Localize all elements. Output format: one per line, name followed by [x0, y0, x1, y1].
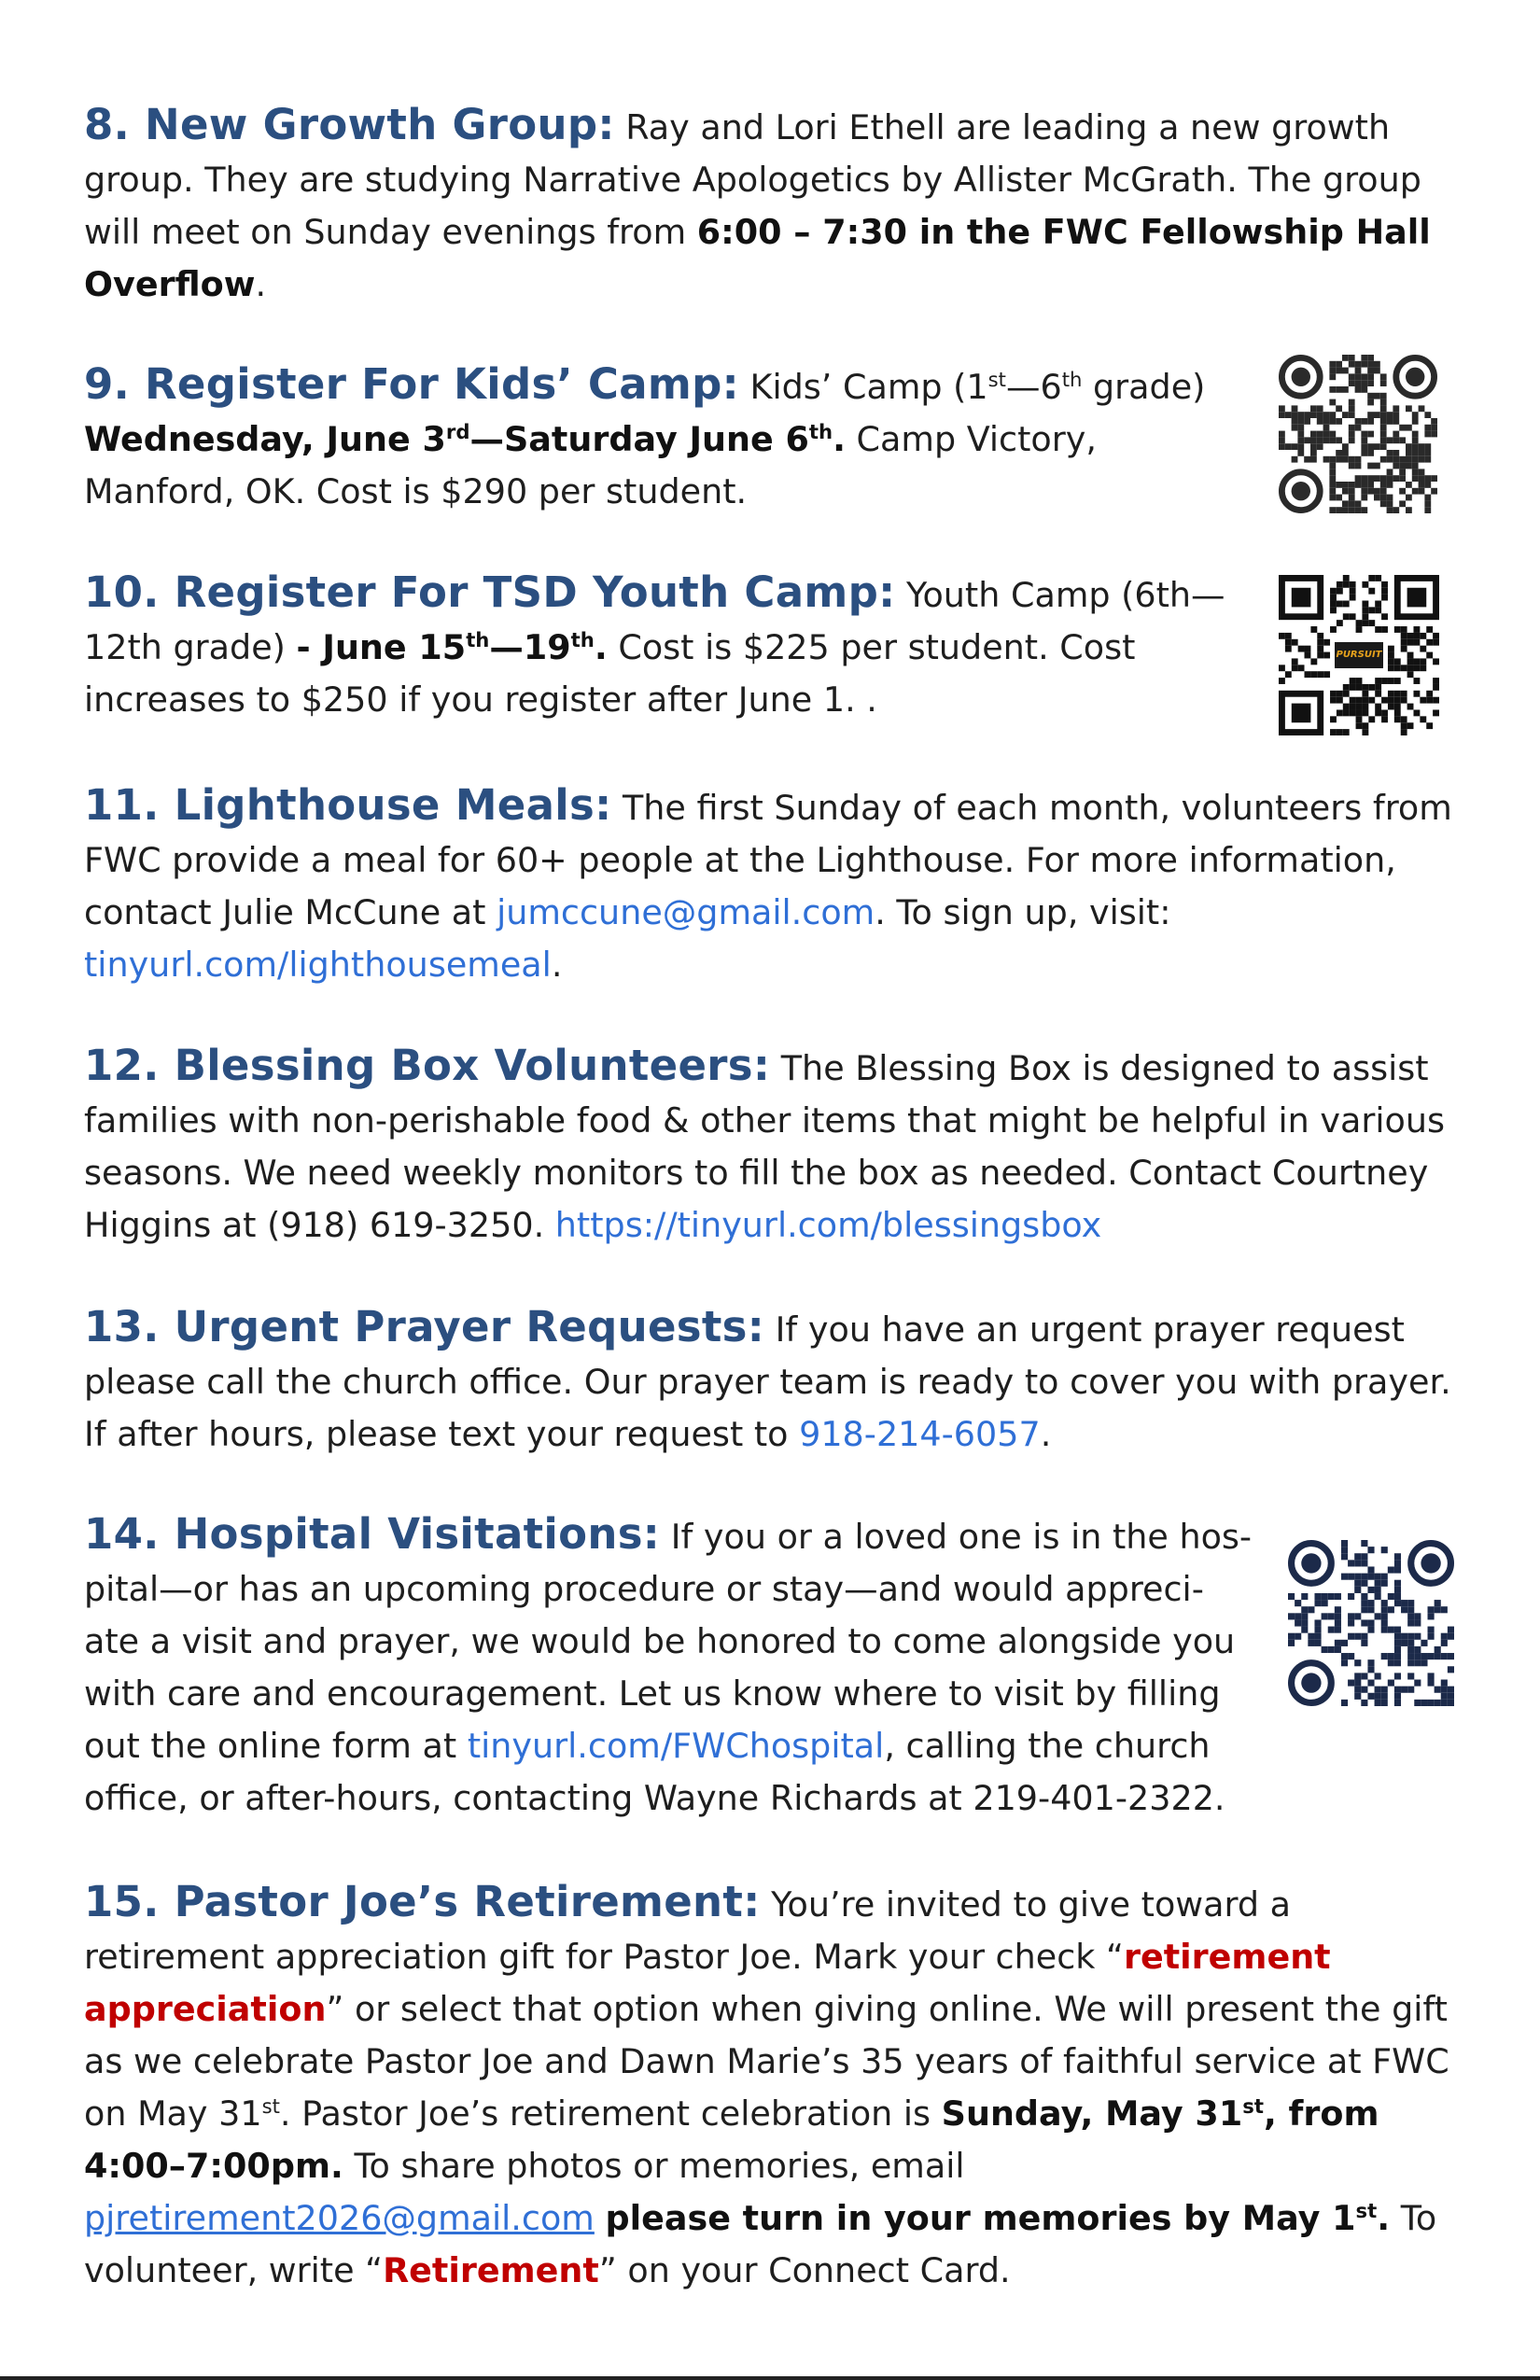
kids-camp-qr-code-icon[interactable]	[1279, 355, 1437, 513]
pursuit-logo: PURSUIT	[1335, 642, 1383, 668]
announcement-9-heading: 9. Register For Kids’ Camp:	[84, 359, 739, 409]
lighthouse-signup-link[interactable]: tinyurl.com/lighthousemeal	[84, 945, 552, 985]
announcement-15: 15. Pastor Joe’s Retirement: You’re invited to give toward a retirement appreciation gift for Pastor Joe. Mark your check “retirement appreciation” or select that option when giving online. We will present the gift as we celebrate Pastor Joe and Dawn Marie’s 35 years of faithful service at FWC on May 31st. Pastor Joe’s retirement celebration is Sunday, May 31st, from 4:00–7:00pm. To share photos or memories, email pjretirement2026@gmail.com please turn in your memories by May 1st. To volunteer, write “Retirement” on your Connect Card.	[84, 1877, 1449, 2290]
retirement-email-link[interactable]: pjretirement2026@gmail.com	[84, 2198, 595, 2238]
announcement-14-heading: 14. Hospital Visitations:	[84, 1509, 661, 1559]
announcement-8-text: Ray and Lori Ethell are leading a new growth group. They are studying Narrative Apologetics by Allister McGrath. The group will meet on Sunday evenings from	[84, 107, 1421, 252]
announcement-13-heading: 13. Urgent Prayer Requests:	[84, 1302, 765, 1351]
hospital-form-link[interactable]: tinyurl.com/FWChospital	[467, 1726, 885, 1766]
lighthouse-email-link[interactable]: jumccune@gmail.com	[497, 892, 875, 932]
blessing-box-link[interactable]: https://tinyurl.com/blessingsbox	[554, 1205, 1102, 1245]
announcement-8: 8. New Growth Group: Ray and Lori Ethell are leading a new growth group. They are studying Narrative Apologetics by Allister McGrath. The group will meet on Sunday evenings from 6:00 – 7:30 in the FWC Fellowship Hall Overflow.	[84, 100, 1431, 304]
announcement-12: 12. Blessing Box Volunteers: The Blessing Box is designed to assist families with non-perishable food & other items that might be helpful in various seasons. We need weekly monitors to fill the box as needed. Contact Courtney Higgins at (918) 619-3250. https://tinyurl.com/blessingsbox	[84, 1041, 1445, 1245]
retirement-appreciation-label: retirement appreciation	[84, 1937, 1331, 2029]
announcement-11: 11. Lighthouse Meals: The first Sunday of each month, volunteers from FWC provide a meal for 60+ people at the Lighthouse. For more information, contact Julie McCune at jumccune@gmail.com. To sign up, visit: tinyurl.com/lighthousemeal.	[84, 780, 1452, 985]
announcement-9-dates: Wednesday, June 3rd—Saturday June 6th.	[84, 419, 846, 459]
announcement-12-heading: 12. Blessing Box Volunteers:	[84, 1041, 771, 1090]
hospital-qr-code-icon[interactable]	[1288, 1540, 1454, 1706]
announcement-8-time-location: 6:00 – 7:30 in the FWC Fellowship Hall Overflow	[84, 212, 1431, 304]
announcement-11-heading: 11. Lighthouse Meals:	[84, 780, 612, 830]
announcement-10-heading: 10. Register For TSD Youth Camp:	[84, 567, 896, 617]
memories-deadline: please turn in your memories by May 1st.	[605, 2198, 1391, 2238]
announcement-15-heading: 15. Pastor Joe’s Retirement:	[84, 1877, 761, 1926]
retirement-connect-card-label: Retirement	[383, 2250, 599, 2290]
announcement-10-dates: - June 15th—19th.	[296, 627, 608, 667]
announcement-10: 10. Register For TSD Youth Camp: Youth Camp (6th—12th grade) - June 15th—19th. Cost is $225 per student. Cost increases to $250 if you register after June 1. .	[84, 567, 1225, 720]
announcement-14: 14. Hospital Visitations: If you or a loved one is in the hos-pital—or has an upcoming procedure or stay—and would appreci-ate a visit and prayer, we would be honored to come alongside you with care and encouragement. Let us know where to visit by filling out the online form at tinyurl.com/FWChospital, calling the church office, or after-hours, contacting Wayne Richards at 219-401-2322.	[84, 1509, 1253, 1818]
announcement-9: 9. Register For Kids’ Camp: Kids’ Camp (1st—6th grade) Wednesday, June 3rd—Saturday June 6th. Camp Victory, Manford, OK. Cost is $290 per student.	[84, 359, 1206, 511]
announcement-13: 13. Urgent Prayer Requests: If you have an urgent prayer request please call the church office. Our prayer team is ready to cover you with prayer. If after hours, please text your request to 918-214-6057.	[84, 1302, 1451, 1454]
announcement-8-heading: 8. New Growth Group:	[84, 100, 615, 149]
bottom-divider	[0, 2376, 1540, 2380]
prayer-text-number-link[interactable]: 918-214-6057	[799, 1414, 1041, 1454]
youth-camp-qr-code-icon[interactable]	[1279, 575, 1439, 735]
celebration-date: Sunday, May 31st, from 4:00–7:00pm.	[84, 2093, 1379, 2186]
